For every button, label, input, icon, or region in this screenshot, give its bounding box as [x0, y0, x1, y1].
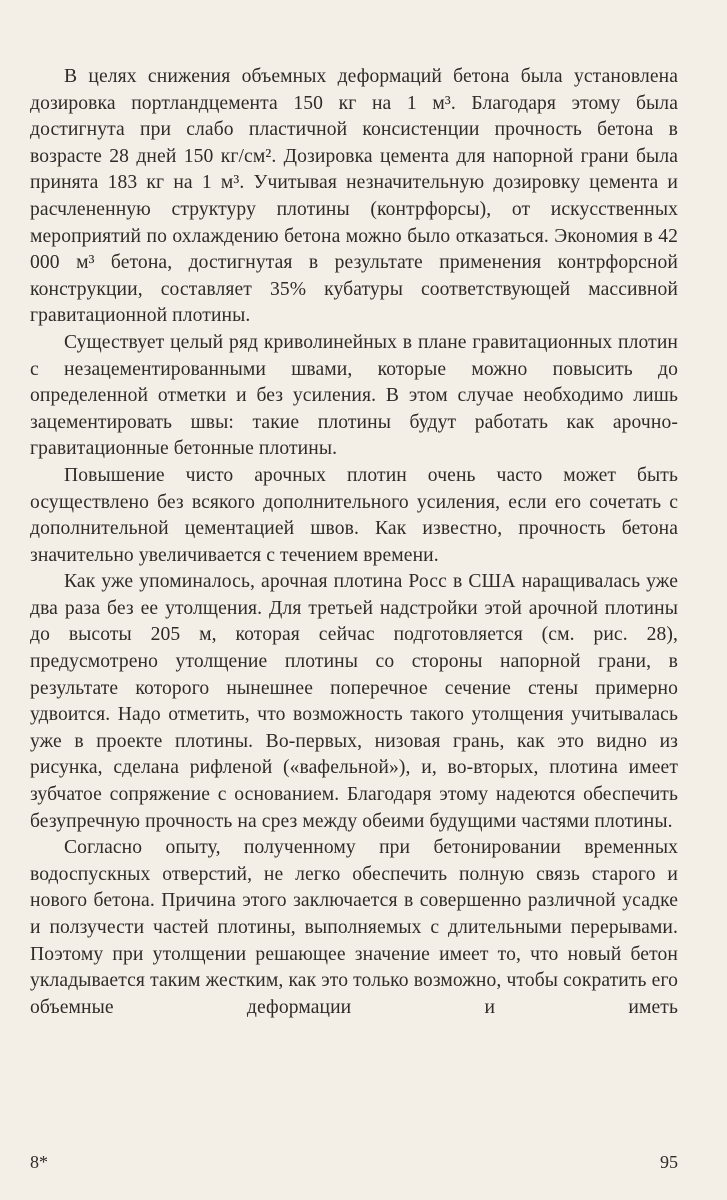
paragraph-2: Существует целый ряд криволинейных в плане гравитационных плотин с незацементированными швами, которые можно повысить до определенной отметки и без усиления. В этом случае необходимо лишь зацементировать швы: такие плотины будут работать как арочно-гравитационные бетонные плотины.: [30, 331, 678, 460]
signature-mark: 8*: [30, 1152, 48, 1172]
page-footer: [30, 1152, 678, 1176]
body-text: [30, 64, 678, 1021]
paragraph-1: В целях снижения объемных деформаций бетона была установлена дозировка портландцемента 150 кг на 1 м³. Благодаря этому была достигнута при слабо пластичной консистенции прочность бетона в возрасте 28 дней 150 кг/см². Дозировка цемента для напорной грани была принята 183 кг на 1 м³. Учитывая незначительную дозировку цемента и расчлененную структуру плотины (контрфорсы), от искусственных мероприятий по охлаждению бетона можно было отказаться. Экономия в 42 000 м³ бетона, достигнутая в результате применения контрфорсной конструкции, составляет 35% кубатуры соответствующей массивной гравитационной плотины.: [30, 66, 678, 327]
paragraph-5: Согласно опыту, полученному при бетонировании временных водоспускных отверстий, не легко обеспечить полную связь старого и нового бетона. Причина этого заключается в совершенно различной усадке и ползучести частей плотины, выполняемых с длительными перерывами. Поэтому при утолщении решающее значение имеет то, что новый бетон укладывается таким жестким, как это только возможно, чтобы сократить его объемные деформации и иметь: [30, 837, 678, 1018]
paragraph-4: Как уже упоминалось, арочная плотина Росс в США наращивалась уже два раза без ее утолщения. Для третьей надстройки этой арочной плотины до высоты 205 м, которая сейчас подготовляется (см. рис. 28), предусмотрено утолщение плотины со стороны напорной грани, в результате которого нынешнее поперечное сечение стены примерно удвоится. Надо отметить, что возможность такого утолщения учитывалась уже в проекте плотины. Во-первых, низовая грань, как это видно из рисунка, сделана рифленой («вафельной»), и, во-вторых, плотина имеет зубчатое сопряжение с основанием. Благодаря этому надеются обеспечить безупречную прочность на срез между обеими будущими частями плотины.: [30, 571, 678, 832]
paragraph-3: Повышение чисто арочных плотин очень часто может быть осуществлено без всякого дополнительного усиления, если его сочетать с дополнительной цементацией швов. Как известно, прочность бетона значительно увеличивается с течением времени.: [30, 464, 678, 566]
page-number: 95: [660, 1152, 678, 1172]
